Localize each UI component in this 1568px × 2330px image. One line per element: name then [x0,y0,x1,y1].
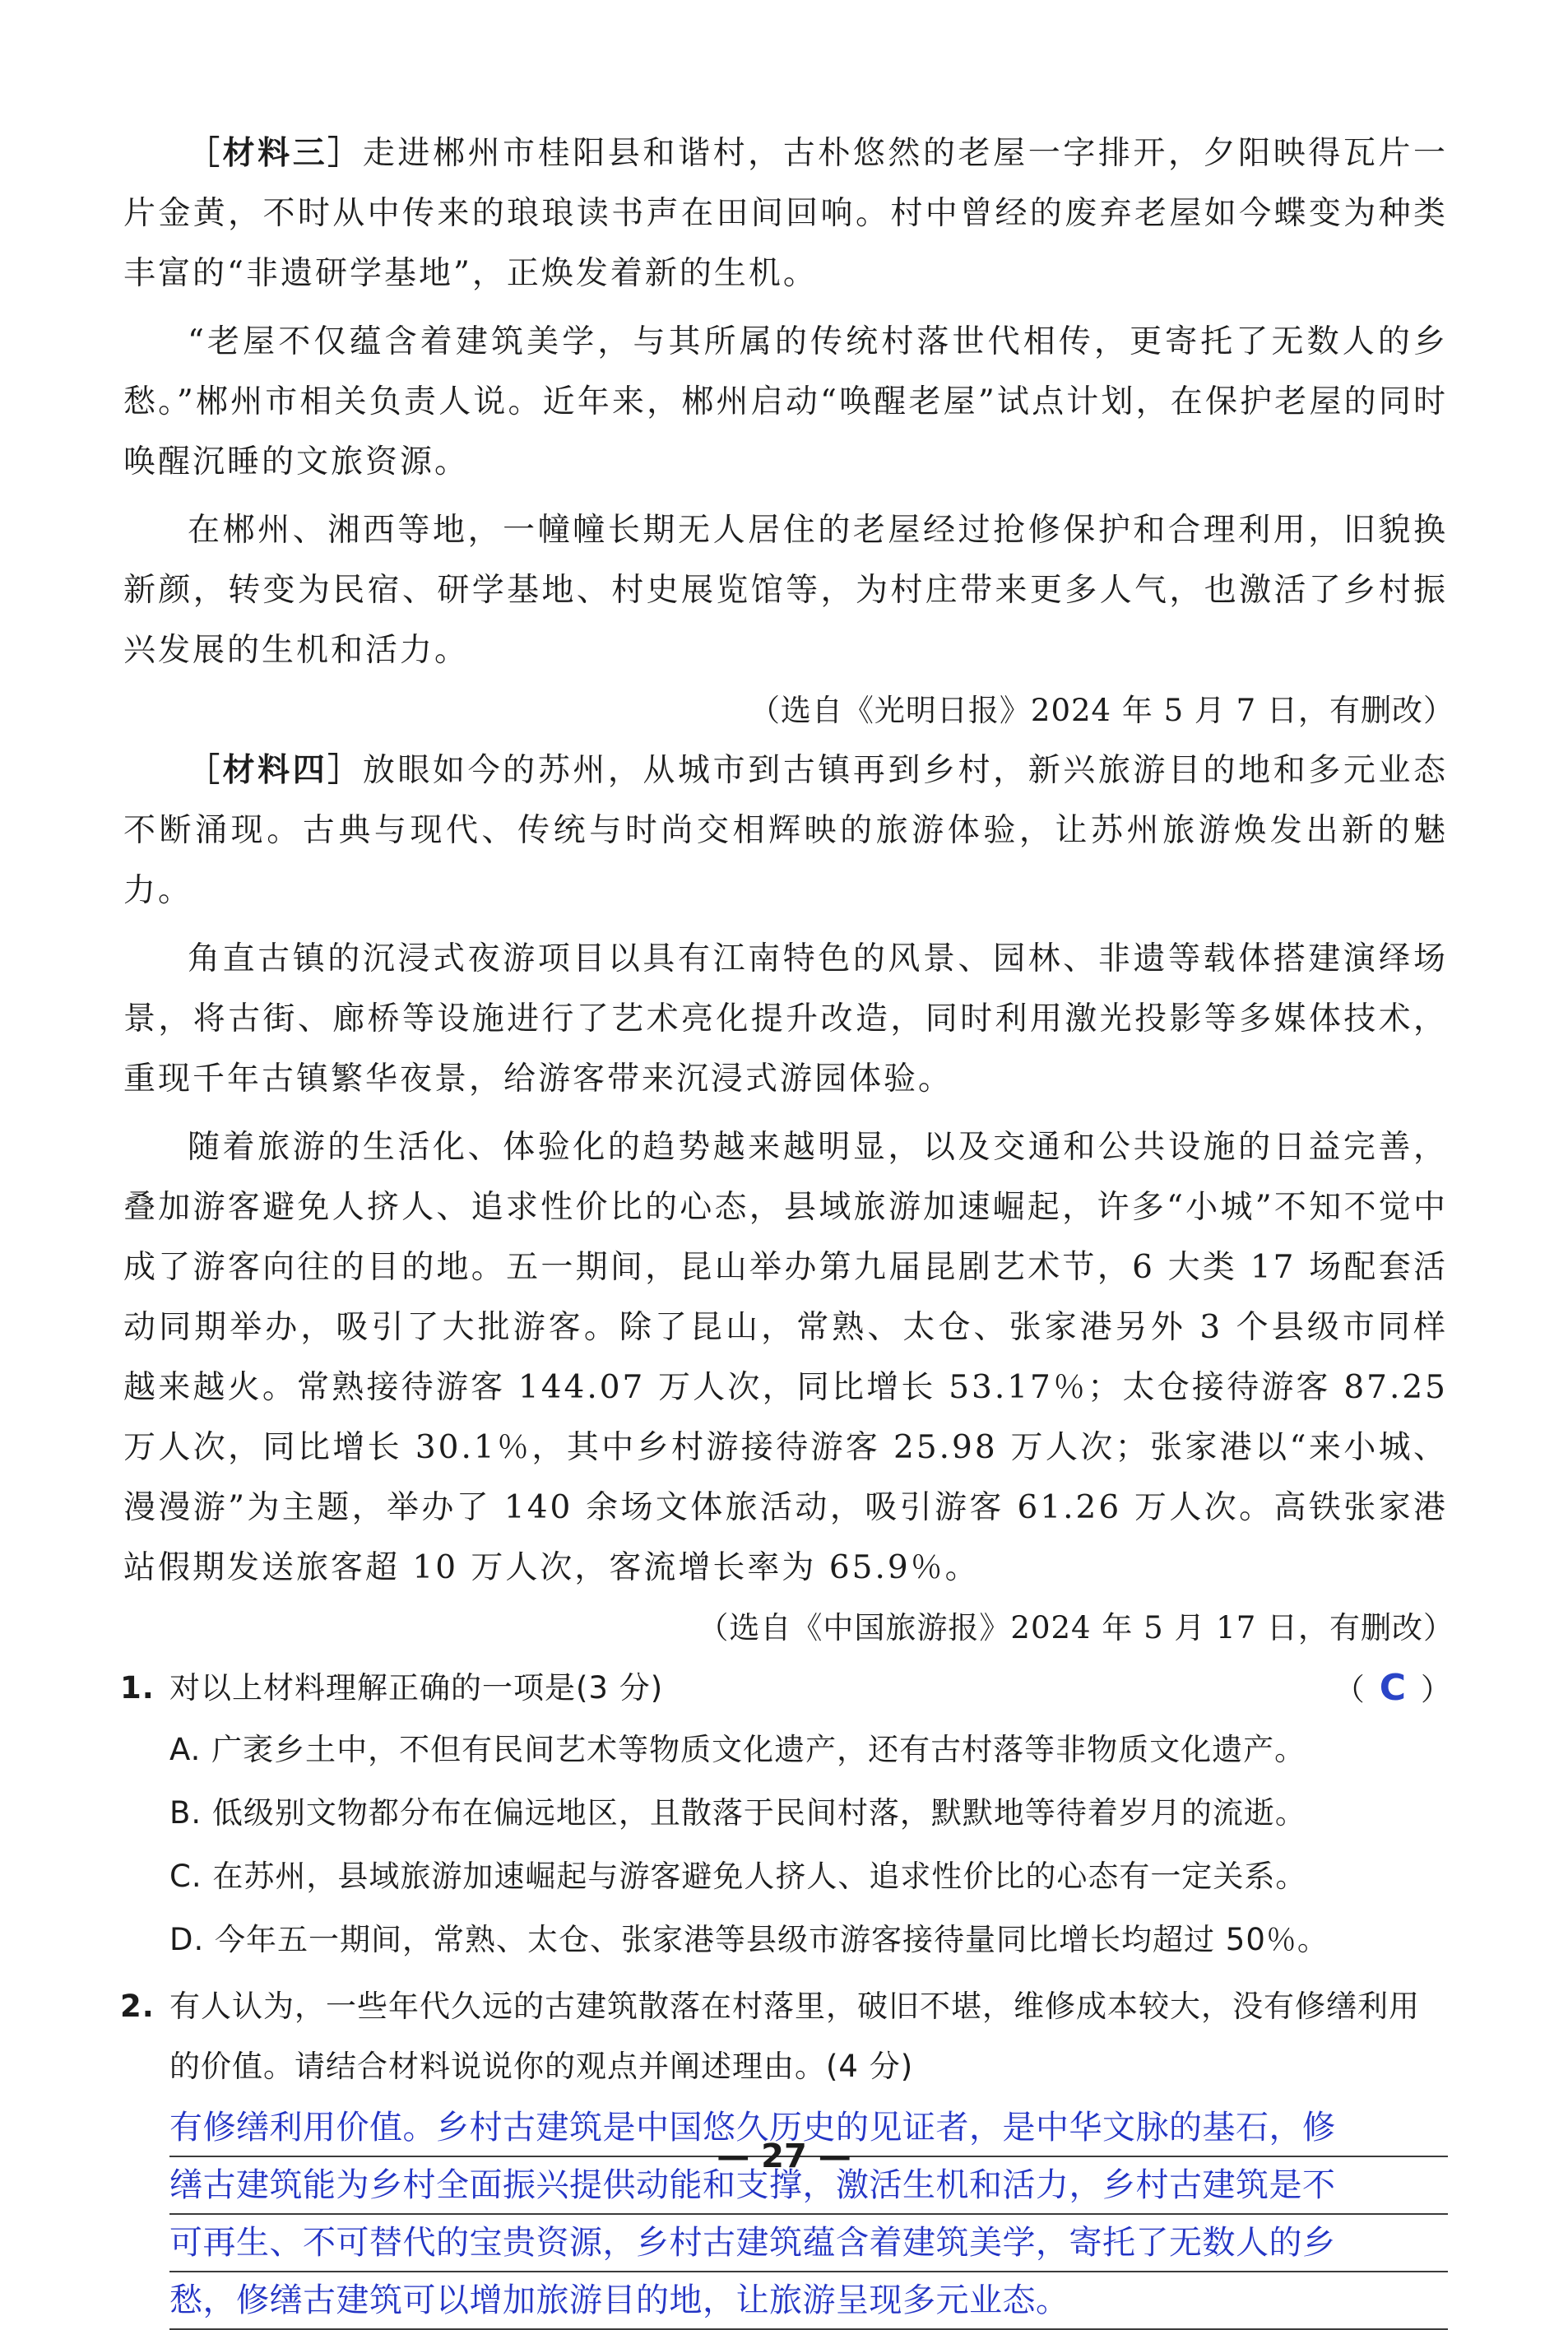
page-number: — 27 — [717,2137,851,2175]
material-four-paragraph: 随着旅游的生活化、体验化的趋势越来越明显，以及交通和公共设施的日益完善，叠加游客避免人挤人、追求性价比的心态，县域旅游加速崛起，许多“小城”不知不觉中成了游客向往的目的地。五一期间，昆山举办第九届昆剧艺术节，6 大类 17 场配套活动同期举办，吸引了大批游客。除了昆山，常熟、太仓、张家港另外 3 个县级市同样越来越火。常熟接待游客 144.07 万人次，同比增长 53.17％；太仓接待游客 87.25 万人次，同比增长 30.1％，其中乡村游接待游客 25.98 万人次；张家港以“来小城、漫漫游”为主题，举办了 140 余场文体旅活动，吸引游客 61.26 万人次。高铁张家港站假期发送旅客超 10 万人次，客流增长率为 65.9％。 [123,1129,1448,1586]
question-text: 对以上材料理解正确的一项是(3 分) [169,1670,664,1706]
answer-choice: C [1379,1667,1413,1709]
answer-line: 缮古建筑能为乡村全面振兴提供动能和支撑，激活生机和活力，乡村古建筑是不 [169,2157,1448,2215]
question-number: 2. [120,1989,155,2024]
material-four-source: （选自《中国旅游报》2024 年 5 月 17 日，有删改） [698,1610,1454,1645]
option-a: A. 广袤乡土中，不但有民间艺术等物质文化遗产，还有古村落等非物质文化遗产。 [169,1732,1306,1767]
material-four-paragraph: ［材料四］放眼如今的苏州，从城市到古镇再到乡村，新兴旅游目的地和多元业态不断涌现。古典与现代、传统与时尚交相辉映的旅游体验，让苏州旅游焕发出新的魅力。 [123,751,1448,909]
material-three-paragraph: “老屋不仅蕴含着建筑美学，与其所属的传统村落世代相传，更寄托了无数人的乡愁。”郴州市相关负责人说。近年来，郴州启动“唤醒老屋”试点计划，在保护老屋的同时唤醒沉睡的文旅资源。 [123,323,1448,480]
material-three-tag: ［材料三］ [188,134,363,172]
question-number: 1. [120,1670,155,1706]
answer-line: 有修缮利用价值。乡村古建筑是中国悠久历史的见证者，是中华文脉的基石，修 [169,2100,1448,2157]
material-three-source: （选自《光明日报》2024 年 5 月 7 日，有删改） [749,693,1454,728]
material-four-paragraph: 角直古镇的沉浸式夜游项目以具有江南特色的风景、园林、非遗等载体搭建演绎场景，将古街、廊桥等设施进行了艺术亮化提升改造，同时利用激光投影等多媒体技术，重现千年古镇繁华夜景，给游客带来沉浸式游园体验。 [123,940,1448,1098]
option-b: B. 低级别文物都分布在偏远地区，且散落于民间村落，默默地等待着岁月的流逝。 [169,1795,1306,1831]
answer-line: 愁，修缮古建筑可以增加旅游目的地，让旅游呈现多元业态。 [169,2272,1448,2330]
handwritten-answer [169,2100,1448,2330]
material-three-paragraph: 在郴州、湘西等地，一幢幢长期无人居住的老屋经过抢修保护和合理利用，旧貌换新颜，转变为民宿、研学基地、村史展览馆等，为村庄带来更多人气，也激活了乡村振兴发展的生机和活力。 [123,512,1448,669]
material-three-paragraph: ［材料三］走进郴州市桂阳县和谐村，古朴悠然的老屋一字排开，夕阳映得瓦片一片金黄，不时从中传来的琅琅读书声在田间回响。村中曾经的废弃老屋如今蝶变为种类丰富的“非遗研学基地”，正焕发着新的生机。 [123,134,1448,292]
answer-line: 可再生、不可替代的宝贵资源，乡村古建筑蕴含着建筑美学，寄托了无数人的乡 [169,2215,1448,2272]
question-one [120,1658,1458,1971]
option-c: C. 在苏州，县域旅游加速崛起与游客避免人挤人、追求性价比的心态有一定关系。 [169,1859,1307,1894]
material-four [123,740,1454,1658]
question-one-stem [120,1658,1458,1718]
page-content [120,123,1458,2330]
option-d: D. 今年五一期间，常熟、太仓、张家港等县级市游客接待量同比增长均超过 50％。 [169,1922,1329,1957]
question-two-stem [120,1976,1448,2096]
material-three [123,123,1454,740]
question-text: 有人认为，一些年代久远的古建筑散落在村落里，破旧不堪，维修成本较大，没有修缮利用的价值。请结合材料说说你的观点并阐述理由。(4 分) [169,1989,1420,2084]
material-four-tag: ［材料四］ [188,751,363,789]
answer-bracket: （ C ） [1334,1667,1458,1709]
